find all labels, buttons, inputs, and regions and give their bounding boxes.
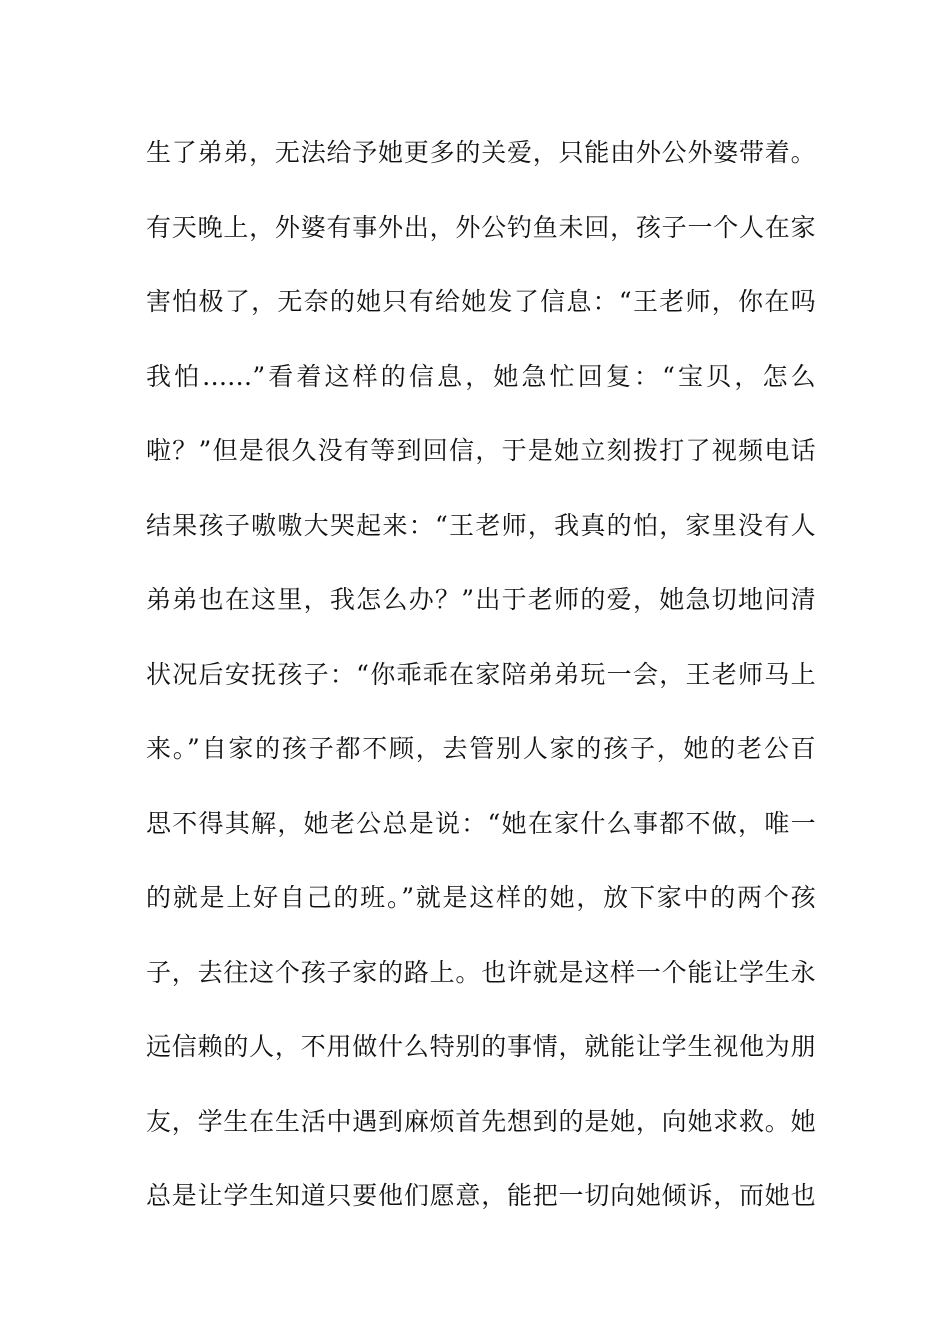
text-line: 思不得其解，她老公总是说：“她在家什么事都不做，唯一 xyxy=(146,808,816,838)
text-line: 生了弟弟，无法给予她更多的关爱，只能由外公外婆带着。 xyxy=(146,138,816,167)
text-line: 总是让学生知道只要他们愿意，能把一切向她倾诉，而她也 xyxy=(146,1181,816,1210)
text-line: 友，学生在生活中遇到麻烦首先想到的是她，向她求救。她 xyxy=(146,1106,816,1136)
text-line: 远信赖的人，不用做什么特别的事情，就能让学生视他为朋 xyxy=(146,1032,816,1061)
text-line: 害怕极了，无奈的她只有给她发了信息：“王老师，你在吗 xyxy=(146,287,816,316)
text-line: 子，去往这个孩子家的路上。也许就是这样一个能让学生永 xyxy=(146,957,816,987)
text-line: 我怕......”看着这样的信息，她急忙回复：“宝贝，怎么 xyxy=(146,361,816,391)
text-line: 有天晚上，外婆有事外出，外公钓鱼未回，孩子一个人在家 xyxy=(146,212,816,242)
text-line: 的就是上好自己的班。”就是这样的她，放下家中的两个孩 xyxy=(146,883,816,912)
text-line: 结果孩子嗷嗷大哭起来：“王老师，我真的怕，家里没有人 xyxy=(146,510,816,540)
body-text xyxy=(146,125,816,1243)
text-line: 来。”自家的孩子都不顾，去管别人家的孩子，她的老公百 xyxy=(146,734,816,763)
text-line: 弟弟也在这里，我怎么办？”出于老师的爱，她急切地问清 xyxy=(146,585,816,614)
text-line: 状况后安抚孩子：“你乖乖在家陪弟弟玩一会，王老师马上 xyxy=(146,659,816,689)
text-line: 啦？”但是很久没有等到回信，于是她立刻拨打了视频电话 xyxy=(146,436,816,465)
